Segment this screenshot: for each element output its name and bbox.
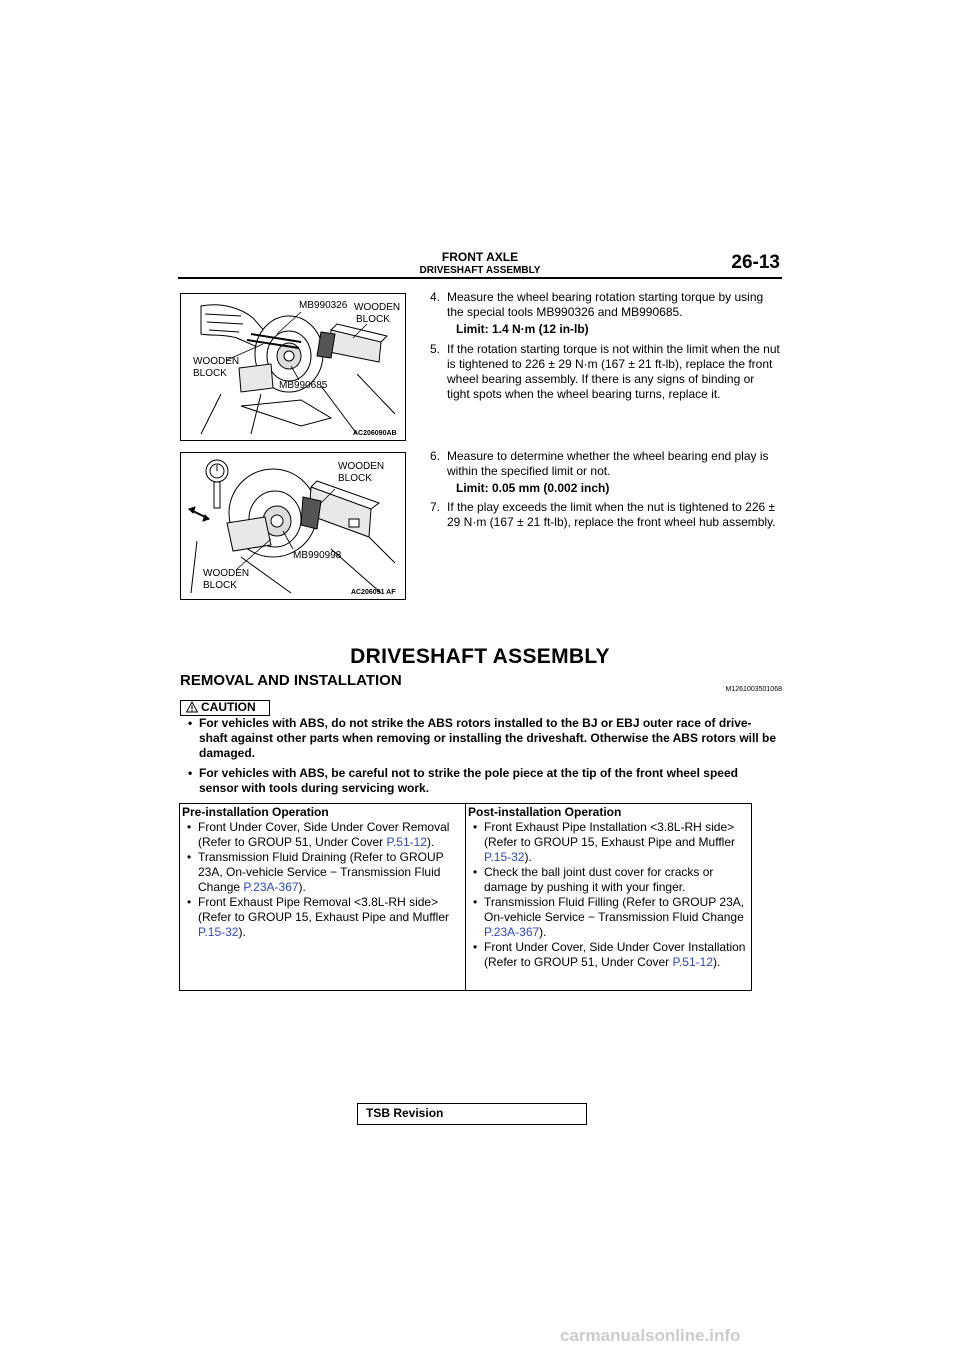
header-rule (178, 277, 782, 279)
step-number: 6. (430, 449, 441, 463)
pre-item (187, 850, 461, 895)
pre-item-tail: ). (427, 835, 435, 849)
label-wooden-block-top-line1: WOODEN (338, 461, 385, 472)
caution-item-text: For vehicles with ABS, be careful not to strike the pole piece at the tip of the front wheel speed sensor with tools during servicing work. (199, 766, 738, 795)
post-installation-header: Post-installation Operation (468, 805, 622, 819)
label-wooden-block-top-line1: WOODEN (354, 302, 401, 313)
step-text: If the play exceeds the limit when the nut is tightened to 226 ± 29 N·m (167 ± 21 ft-lb), replace the front wheel hub assembly. (447, 500, 776, 529)
figure-code: AC206090AB (353, 430, 397, 437)
bullet-icon: • (473, 895, 478, 909)
section-title: DRIVESHAFT ASSEMBLY (350, 645, 610, 668)
page-reference-link[interactable]: P.15-32 (198, 925, 239, 939)
bullet-icon: • (188, 716, 193, 730)
label-mb990998: MB990998 (293, 550, 342, 561)
page-reference-link[interactable]: P.23A-367 (484, 925, 540, 939)
page-header-title: FRONT AXLE (441, 250, 519, 264)
bullet-icon: • (187, 850, 192, 864)
label-wooden-block-bottom-line1: WOODEN (203, 568, 250, 579)
bullet-icon: • (473, 865, 478, 879)
figure-bearing-torque (180, 293, 406, 441)
post-item (473, 820, 747, 865)
post-item-tail: ). (539, 925, 547, 939)
post-item (473, 895, 747, 940)
post-item-text: Transmission Fluid Filling (Refer to GROUP 23A, On-vehicle Service − Transmission Fluid Change (484, 895, 745, 924)
pre-item-tail: ). (298, 880, 306, 894)
watermark: carmanualsonline.info (560, 1326, 741, 1345)
bullet-icon: • (187, 820, 192, 834)
limit-endplay: Limit: 0.05 mm (0.002 inch) (456, 481, 610, 495)
table-column-divider (465, 803, 466, 991)
step-text: Measure to determine whether the wheel bearing end play is within the specified limit or not. (447, 449, 769, 478)
step-7 (430, 500, 780, 530)
page-reference-link[interactable]: P.51-12 (672, 955, 713, 969)
step-text: Measure the wheel bearing rotation starting torque by using the special tools MB990326 and MB990685. (447, 290, 764, 319)
pre-item-text: Front Under Cover, Side Under Cover Removal (Refer to GROUP 51, Under Cover (198, 820, 450, 849)
post-item-tail: ). (713, 955, 721, 969)
caution-label: CAUTION (201, 700, 256, 714)
subsection-title: REMOVAL AND INSTALLATION (180, 672, 402, 689)
step-number: 4. (430, 290, 441, 304)
page-header-subtitle: DRIVESHAFT ASSEMBLY (419, 265, 541, 276)
page-reference-link[interactable]: P.15-32 (484, 850, 525, 864)
post-item-text: Front Under Cover, Side Under Cover Installation (Refer to GROUP 51, Under Cover (484, 940, 746, 969)
pre-item-tail: ). (238, 925, 246, 939)
post-item (473, 865, 747, 895)
step-6 (430, 449, 780, 479)
warning-triangle-icon (186, 701, 198, 713)
label-wooden-block-top-line2: BLOCK (338, 473, 372, 484)
pre-item-text: Transmission Fluid Draining (Refer to GROUP 23A, On-vehicle Service − Transmission Fluid Change (198, 850, 444, 894)
step-4 (430, 290, 780, 320)
pre-item (187, 820, 461, 850)
pre-installation-header: Pre-installation Operation (182, 805, 329, 819)
bullet-icon: • (187, 895, 192, 909)
post-item-text: Front Exhaust Pipe Installation <3.8L-RH side> (Refer to GROUP 15, Exhaust Pipe and Muffler (484, 820, 736, 849)
figure-code: AC206091 AF (351, 589, 396, 596)
tsb-revision-label: TSB Revision (366, 1106, 444, 1120)
step-5 (430, 342, 780, 402)
bullet-icon: • (473, 820, 478, 834)
pre-item (187, 895, 461, 940)
label-mb990685: MB990685 (279, 380, 328, 391)
label-wooden-block-bottom-line2: BLOCK (203, 580, 237, 591)
page-number: 26-13 (731, 252, 780, 273)
limit-torque: Limit: 1.4 N·m (12 in-lb) (456, 322, 589, 336)
subsection-code: M1261003501068 (725, 686, 782, 693)
step-text: If the rotation starting torque is not within the limit when the nut is tightened to 226 ± 29 N·m (167 ± 21 ft-lb), replace the front wheel bearing assembly. If there is any signs of binding or tight spots when the wheel bearing turns, replace it. (447, 342, 780, 401)
caution-item (188, 716, 780, 761)
bullet-icon: • (473, 940, 478, 954)
caution-item (188, 766, 780, 796)
step-number: 7. (430, 500, 441, 514)
pre-item-text: Front Exhaust Pipe Removal <3.8L-RH side> (Refer to GROUP 15, Exhaust Pipe and Muffler (198, 895, 450, 924)
figure-bearing-endplay (180, 452, 406, 600)
label-wooden-block-top-line2: BLOCK (356, 314, 390, 325)
label-wooden-block-left-line1: WOODEN (193, 356, 240, 367)
page-reference-link[interactable]: P.23A-367 (243, 880, 299, 894)
post-item (473, 940, 747, 970)
step-number: 5. (430, 342, 441, 356)
bullet-icon: • (188, 766, 193, 780)
post-item-tail: ). (524, 850, 532, 864)
label-wooden-block-left-line2: BLOCK (193, 368, 227, 379)
post-item-text: Check the ball joint dust cover for cracks or damage by pushing it with your finger. (484, 865, 714, 894)
caution-item-text: For vehicles with ABS, do not strike the ABS rotors installed to the BJ or EBJ outer race of drive-shaft against other parts when removing or installing the driveshaft. Otherwise the ABS rotors will be damaged. (199, 716, 776, 760)
label-mb990326: MB990326 (299, 300, 348, 311)
page-reference-link[interactable]: P.51-12 (386, 835, 427, 849)
